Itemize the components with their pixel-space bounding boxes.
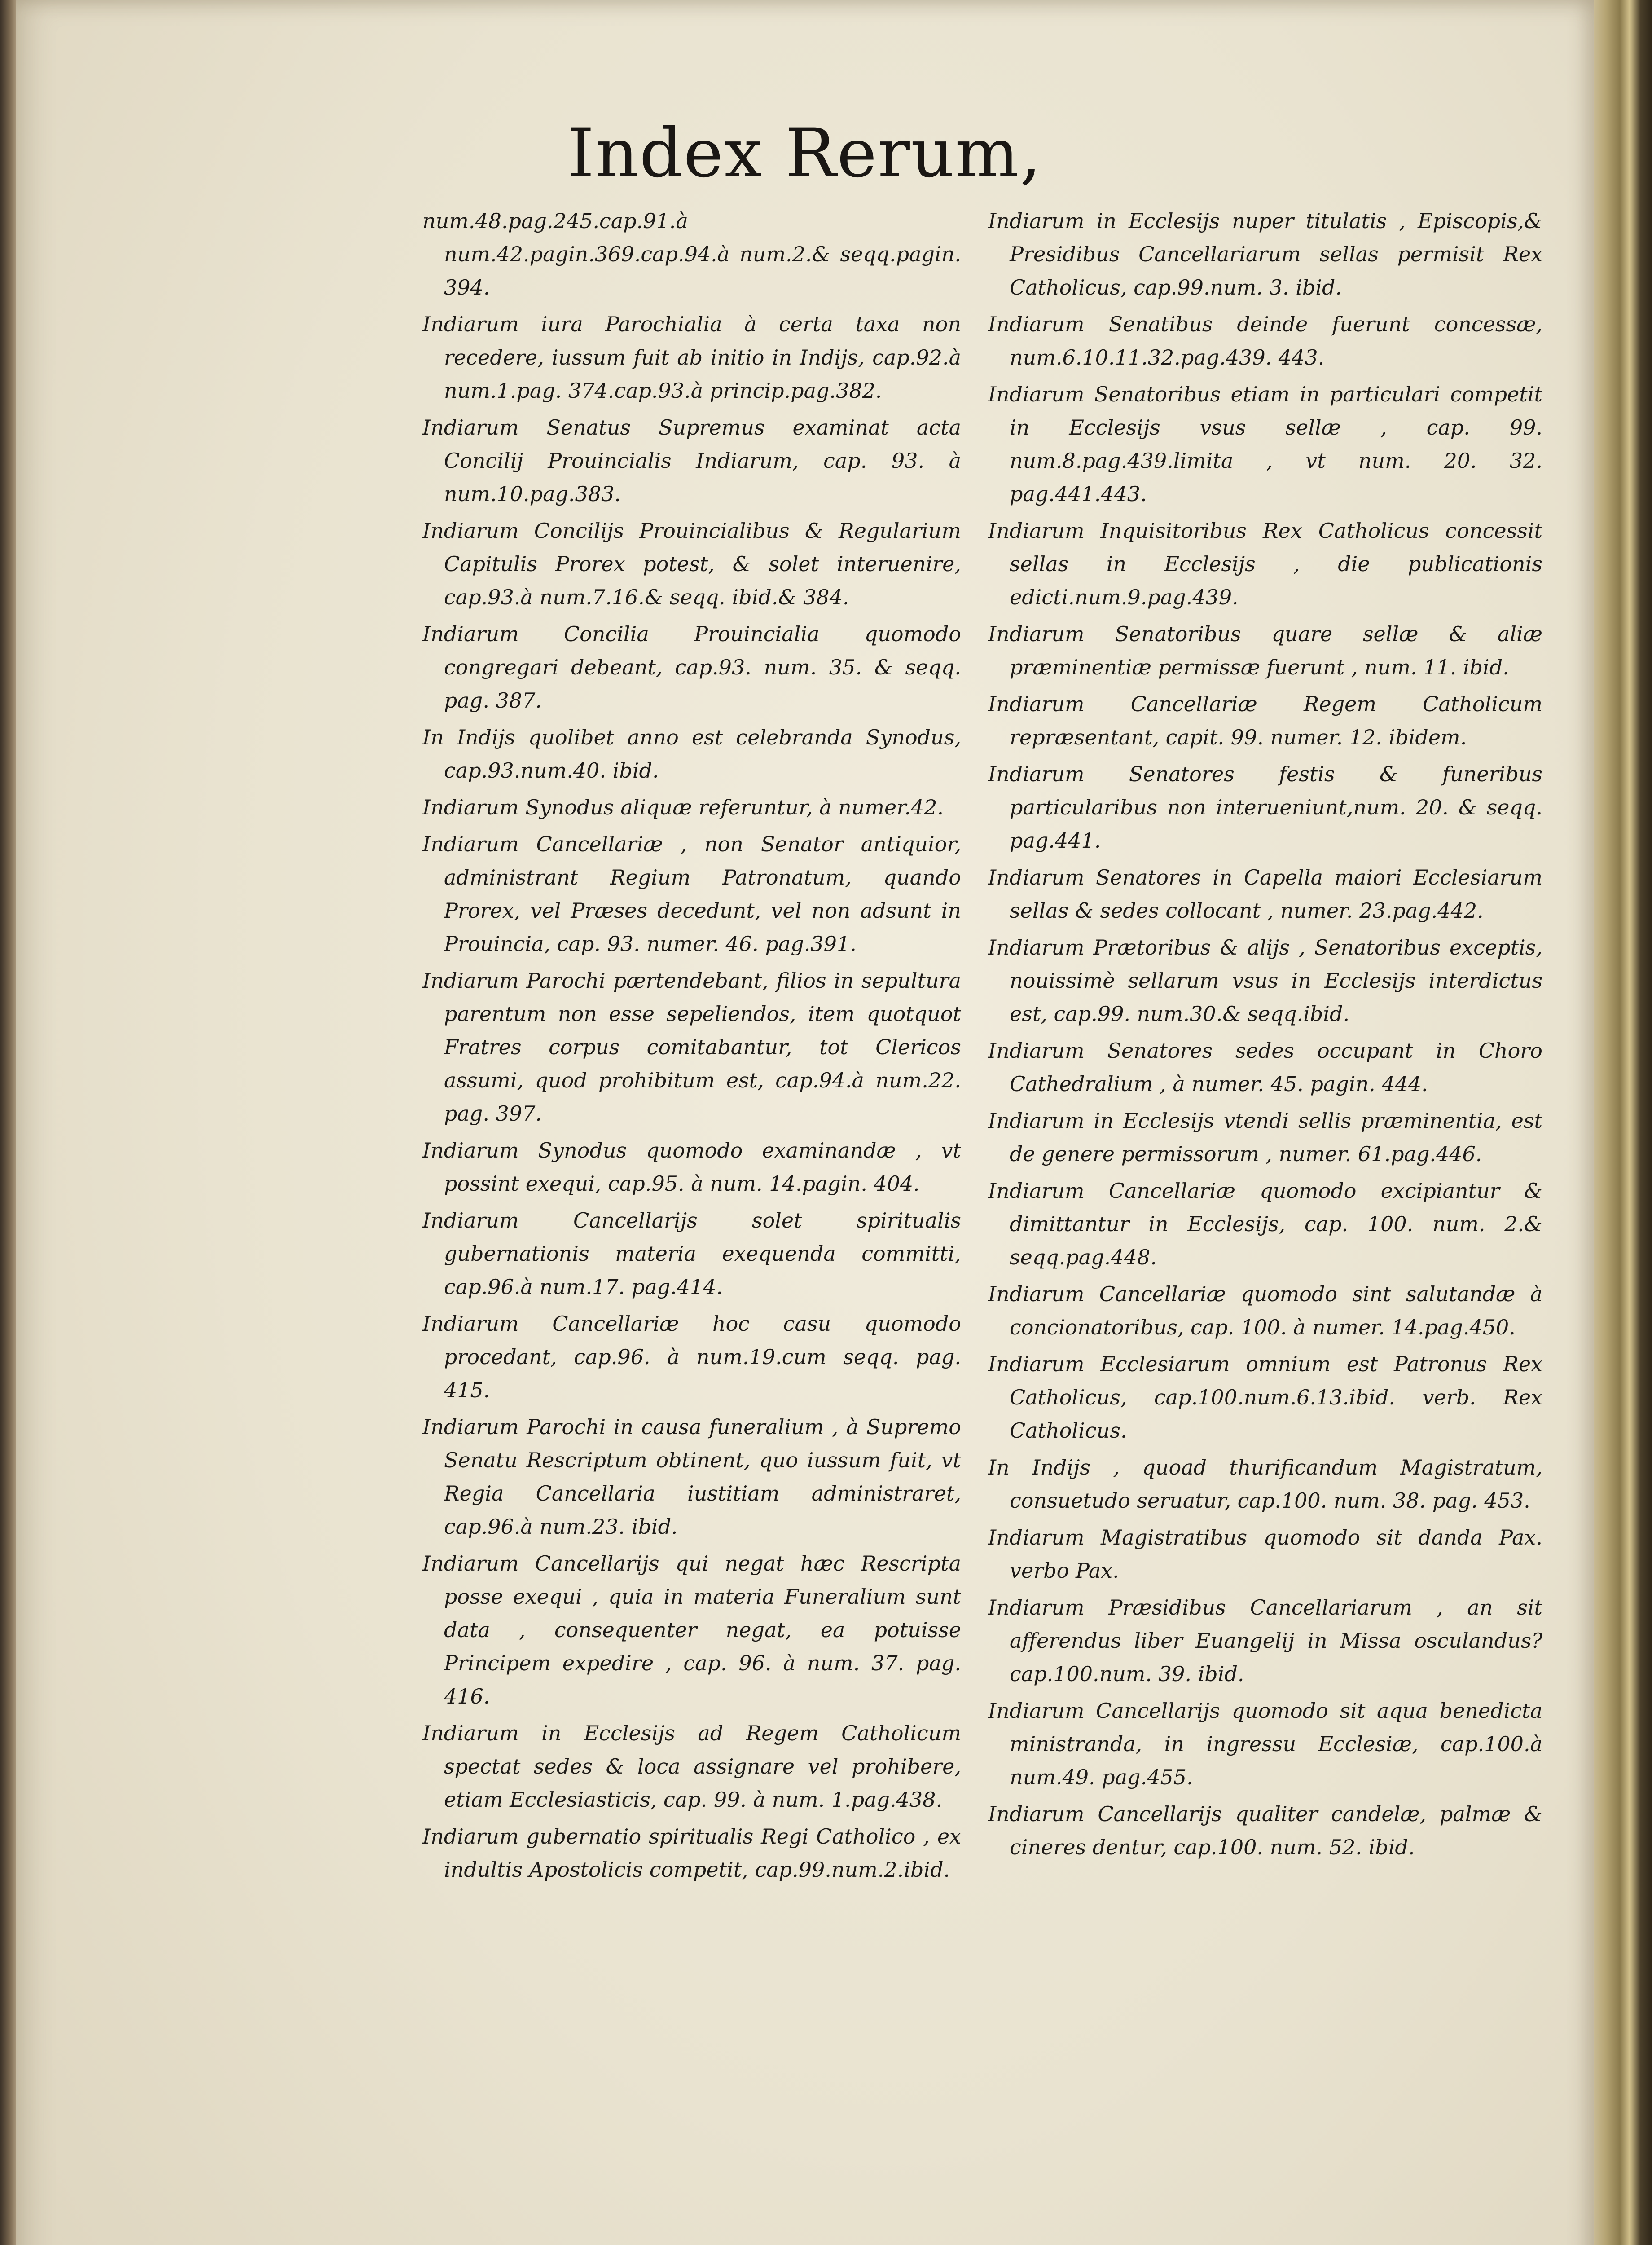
index-entry: Indiarum Cancellariæ quomodo excipiantur & dimittantur in Ecclesijs, cap. 100. num. 2.& seqq.pag.448.	[988, 1179, 1542, 1269]
index-entry: Indiarum Concilia Prouincialia quomodo congregari debeant, cap.93. num. 35. & seqq. pag. 387.	[422, 622, 961, 713]
left-index-column	[422, 204, 961, 1890]
index-entry: Indiarum Ecclesiarum omnium est Patronus Rex Catholicus, cap.100.num.6.13.ibid. verb. Rex Catholicus.	[988, 1352, 1542, 1443]
index-entry: Indiarum Concilijs Prouincialibus & Regularium Capitulis Prorex potest, & solet interuenire, cap.93.à num.7.16.& seqq. ibid.& 384.	[422, 519, 961, 609]
index-entry: Indiarum Cancellariæ , non Senator antiquior, administrant Regium Patronatum, quando Prorex, vel Præses decedunt, vel non adsunt in Prouincia, cap. 93. numer. 46. pag.391.	[422, 832, 961, 956]
index-entry: Indiarum Synodus aliquæ referuntur, à numer.42.	[422, 795, 944, 819]
index-entry: Indiarum Senatores festis & funeribus particularibus non interueniunt,num. 20. & seqq. pag.441.	[988, 762, 1542, 853]
index-entry: Indiarum Cancellarijs qualiter candelæ, palmæ & cineres dentur, cap.100. num. 52. ibid.	[988, 1802, 1542, 1859]
index-entry: Indiarum Præsidibus Cancellariarum , an sit afferendus liber Euangelij in Missa osculandus? cap.100.num. 39. ibid.	[988, 1595, 1542, 1686]
index-entry: Indiarum Parochi pærtendebant, filios in sepultura parentum non esse sepeliendos, item quotquot Fratres corpus comitabantur, tot Clericos assumi, quod prohibitum est, cap.94.à num.22. pag. 397.	[422, 968, 961, 1126]
index-entry: Indiarum Cancellariæ Regem Catholicum repræsentant, capit. 99. numer. 12. ibidem.	[988, 692, 1542, 749]
index-entry: Indiarum Inquisitoribus Rex Catholicus concessit sellas in Ecclesijs , die publicationis edicti.num.9.pag.439.	[988, 519, 1542, 609]
index-entry: Indiarum Senatores sedes occupant in Choro Cathedralium , à numer. 45. pagin. 444.	[988, 1039, 1542, 1096]
index-entry: Indiarum Senatoribus quare sellæ & aliæ præminentiæ permissæ fuerunt , num. 11. ibid.	[988, 622, 1542, 679]
index-entry: Indiarum Senatus Supremus examinat acta Concilij Prouincialis Indiarum, cap. 93. à num.10.pag.383.	[422, 415, 961, 506]
index-entry: Indiarum Parochi in causa funeralium , à Supremo Senatu Rescriptum obtinent, quo iussum fuit, vt Regia Cancellaria iustitiam administraret, cap.96.à num.23. ibid.	[422, 1415, 961, 1539]
index-entry: Indiarum in Ecclesijs nuper titulatis , Episcopis,& Presidibus Cancellariarum sellas permisit Rex Catholicus, cap.99.num. 3. ibid.	[988, 209, 1542, 299]
index-entry: Indiarum Cancellarijs quomodo sit aqua benedicta ministranda, in ingressu Ecclesiæ, cap.100.à num.49. pag.455.	[988, 1699, 1542, 1789]
index-entry: Indiarum Synodus quomodo examinandæ , vt possint exequi, cap.95. à num. 14.pagin. 404.	[422, 1138, 961, 1196]
index-entry: Indiarum Senatibus deinde fuerunt concessæ, num.6.10.11.32.pag.439. 443.	[988, 312, 1542, 370]
book-page	[16, 0, 1594, 2245]
index-entry: Indiarum in Ecclesijs vtendi sellis præminentia, est de genere permissorum , numer. 61.pag.446.	[988, 1109, 1542, 1166]
index-entry: Indiarum Prætoribus & alijs , Senatoribus exceptis, nouissimè sellarum vsus in Ecclesijs interdictus est, cap.99. num.30.& seqq.ibid.	[988, 935, 1542, 1026]
index-entry: Indiarum in Ecclesijs ad Regem Catholicum spectat sedes & loca assignare vel prohibere, etiam Ecclesiasticis, cap. 99. à num. 1.pag.438.	[422, 1721, 961, 1812]
index-entry: Indiarum Senatores in Capella maiori Ecclesiarum sellas & sedes collocant , numer. 23.pag.442.	[988, 865, 1542, 923]
index-entry: Indiarum Magistratibus quomodo sit danda Pax. verbo Pax.	[988, 1525, 1542, 1583]
book-gutter-edge	[0, 0, 16, 2245]
book-fore-edge	[1594, 0, 1652, 2245]
index-entry: Indiarum Cancellariæ quomodo sint salutandæ à concionatoribus, cap. 100. à numer. 14.pag.450.	[988, 1282, 1542, 1339]
index-entry: Indiarum Cancellariæ hoc casu quomodo procedant, cap.96. à num.19.cum seqq. pag. 415.	[422, 1312, 961, 1402]
index-entry: Indiarum gubernatio spiritualis Regi Catholico , ex indultis Apostolicis competit, cap.99.num.2.ibid.	[422, 1824, 961, 1882]
right-index-column	[988, 204, 1542, 1867]
index-entry: Indiarum Senatoribus etiam in particulari competit in Ecclesijs vsus sellæ , cap. 99. num.8.pag.439.limita , vt num. 20. 32. pag.441.443.	[988, 382, 1542, 506]
index-entry: num.48.pag.245.cap.91.à num.42.pagin.369.cap.94.à num.2.& seqq.pagin. 394.	[422, 209, 961, 299]
index-entry: In Indijs , quoad thurificandum Magistratum, consuetudo seruatur, cap.100. num. 38. pag. 453.	[988, 1455, 1542, 1513]
index-entry: In Indijs quolibet anno est celebranda Synodus, cap.93.num.40. ibid.	[422, 725, 961, 783]
page-title: Index Rerum,	[567, 114, 1042, 193]
index-entry: Indiarum Cancellarijs qui negat hæc Rescripta posse exequi , quia in materia Funeralium sunt data , consequenter negat, ea potuisse Principem expedire , cap. 96. à num. 37. pag. 416.	[422, 1551, 961, 1708]
index-entry: Indiarum Cancellarijs solet spiritualis gubernationis materia exequenda committi, cap.96.à num.17. pag.414.	[422, 1208, 961, 1299]
index-entry: Indiarum iura Parochialia à certa taxa non recedere, iussum fuit ab initio in Indijs, cap.92.à num.1.pag. 374.cap.93.à princip.pag.382.	[422, 312, 961, 403]
